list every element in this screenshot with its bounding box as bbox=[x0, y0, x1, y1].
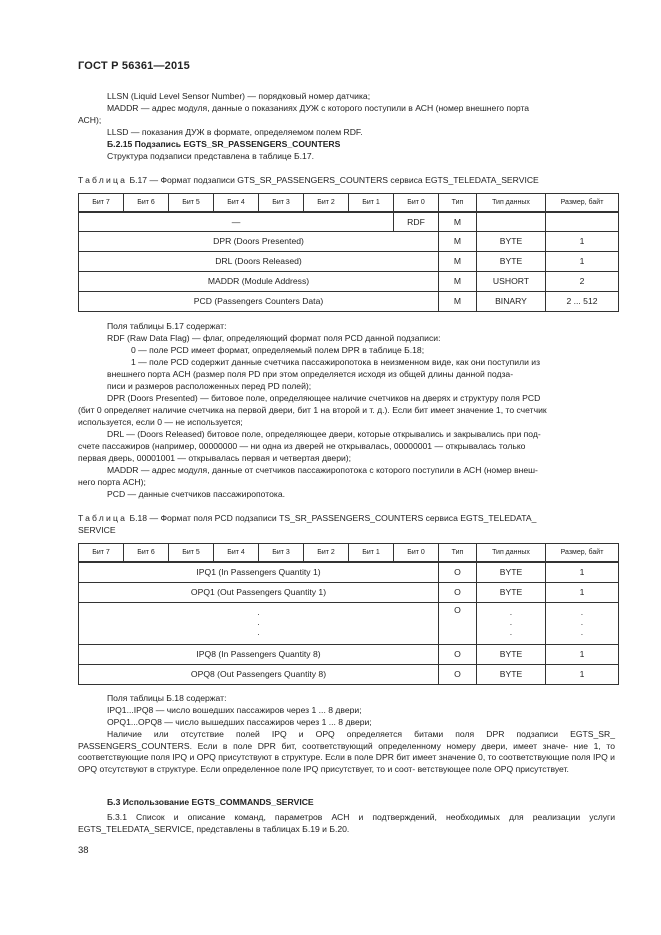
header-cell: Бит 3 bbox=[259, 544, 304, 563]
desc-line: OPQ1...OPQ8 — число вышедших пассажиров через 1 ... 8 двери; bbox=[107, 717, 372, 727]
desc-line: используется, если 0 — не используется; bbox=[78, 417, 243, 427]
cell-size bbox=[546, 212, 619, 231]
desc-line: первая дверь, 00001001 — открывалась первая и четвертая двери); bbox=[78, 453, 352, 463]
desc-line: счете пассажиров (например, 00000000 — ни одна из дверей не открывалась, 00000001 — открывалась только bbox=[78, 441, 526, 451]
cell-type: O bbox=[439, 562, 477, 582]
cell-dtype: BINARY bbox=[477, 291, 546, 311]
cell-bits: MADDR (Module Address) bbox=[79, 271, 439, 291]
cell-bits: OPQ8 (Out Passengers Quantity 8) bbox=[79, 664, 439, 684]
cell-size: 1 bbox=[546, 231, 619, 251]
cell-dtype: BYTE bbox=[477, 251, 546, 271]
cell-size: 2 ... 512 bbox=[546, 291, 619, 311]
table-row bbox=[79, 271, 619, 291]
header-cell: Бит 2 bbox=[304, 544, 349, 563]
intro-line: LLSD — показания ДУЖ в формате, определяемом полем RDF. bbox=[107, 127, 363, 137]
cell-type: O bbox=[439, 644, 477, 664]
table-row bbox=[79, 562, 619, 582]
header-cell: Бит 5 bbox=[169, 544, 214, 563]
ellipsis-dot: . bbox=[257, 616, 260, 627]
header-cell: Бит 0 bbox=[394, 194, 439, 213]
cell-bits: PCD (Passengers Counters Data) bbox=[79, 291, 439, 311]
cell-dtype: BYTE bbox=[477, 644, 546, 664]
cell-dtype bbox=[477, 212, 546, 231]
ellipsis-dot: . bbox=[509, 626, 513, 637]
table-row bbox=[79, 644, 619, 664]
ellipsis-dot: . bbox=[580, 606, 584, 617]
header-cell: Бит 4 bbox=[214, 194, 259, 213]
desc-line: DRL — (Doors Released) битовое поле, определяющее двери, которые открывались и закрывались при под- bbox=[107, 429, 541, 439]
cell-type: M bbox=[439, 231, 477, 251]
cell-dtype: BYTE bbox=[477, 231, 546, 251]
header-cell: Бит 6 bbox=[124, 544, 169, 563]
document-header: ГОСТ Р 56361—2015 bbox=[78, 60, 190, 72]
cell-type: M bbox=[439, 271, 477, 291]
header-cell: Бит 1 bbox=[349, 544, 394, 563]
cell-type: M bbox=[439, 251, 477, 271]
table-b17 bbox=[78, 193, 619, 312]
cell-size: 1 bbox=[546, 582, 619, 602]
table-row-ellipsis bbox=[79, 602, 619, 644]
desc-line: 1 — поле PCD содержит данные счетчика пассажиропотока в неизменном виде, как они поступили из bbox=[131, 357, 541, 367]
desc-line: 0 — поле PCD имеет формат, определяемый полем DPR в таблице Б.18; bbox=[131, 345, 425, 355]
table-row bbox=[79, 212, 619, 231]
caption-word: Таблица bbox=[78, 175, 128, 185]
table-row bbox=[79, 582, 619, 602]
header-cell: Размер, байт bbox=[546, 544, 619, 563]
header-cell: Бит 5 bbox=[169, 194, 214, 213]
section-paragraph: Б.3.1 Список и описание команд, параметров АСН и подтверждений, необходимых для реализации услуги EGTS_TELEDATA_SERVICE, представлены в таблицах Б.19 и Б.20. bbox=[78, 812, 615, 834]
cell-size: 2 bbox=[546, 271, 619, 291]
desc-line: Поля таблицы Б.18 содержат: bbox=[107, 693, 227, 703]
header-cell: Бит 4 bbox=[214, 544, 259, 563]
cell-size: 1 bbox=[546, 251, 619, 271]
cell-bits: DRL (Doors Released) bbox=[79, 251, 439, 271]
header-cell: Тип данных bbox=[477, 194, 546, 213]
header-cell: Бит 0 bbox=[394, 544, 439, 563]
desc-line: RDF (Raw Data Flag) — флаг, определяющий формат поля PCD данной подзаписи: bbox=[107, 333, 441, 343]
cell-bits: OPQ1 (Out Passengers Quantity 1) bbox=[79, 582, 439, 602]
header-cell: Бит 1 bbox=[349, 194, 394, 213]
table-row bbox=[79, 664, 619, 684]
cell-dtype: BYTE bbox=[477, 664, 546, 684]
header-cell: Тип bbox=[439, 544, 477, 563]
desc-line: DPR (Doors Presented) — битовое поле, определяющее наличие счетчиков на дверях и структуру поля PCD bbox=[107, 393, 541, 403]
header-cell: Бит 2 bbox=[304, 194, 349, 213]
table-row bbox=[79, 251, 619, 271]
section-heading: Б.2.15 Подзапись EGTS_SR_PASSENGERS_COUNTERS bbox=[107, 139, 341, 149]
cell-bits: DPR (Doors Presented) bbox=[79, 231, 439, 251]
header-cell: Бит 7 bbox=[79, 194, 124, 213]
ellipsis-dot: . bbox=[580, 616, 584, 627]
desc-line: MADDR — адрес модуля, данные от счетчиков пассажиропотока с которого поступили в АСН (номер внеш- bbox=[107, 465, 538, 475]
caption-text: Б.17 — Формат подзаписи GTS_SR_PASSENGERS_COUNTERS сервиса EGTS_TELEDATA_SERVICE bbox=[127, 175, 539, 185]
desc-line: PCD — данные счетчиков пассажиропотока. bbox=[107, 489, 286, 499]
desc-line: (бит 0 определяет наличие счетчика на первой двери, бит 1 на второй и т. д.). Если бит имеет значение 1, то счетчик bbox=[78, 405, 547, 415]
caption-word: Таблица bbox=[78, 513, 128, 523]
ellipsis-dot: . bbox=[257, 626, 260, 637]
cell-size: 1 bbox=[546, 562, 619, 582]
cell-type: M bbox=[439, 212, 477, 231]
table-caption bbox=[78, 513, 536, 525]
cell-rdf: RDF bbox=[394, 212, 439, 231]
cell-bits bbox=[79, 602, 439, 644]
table-caption-line2: SERVICE bbox=[78, 525, 116, 535]
intro-line: LLSN (Liquid Level Sensor Number) — порядковый номер датчика; bbox=[107, 91, 371, 101]
desc-line: писи и размеров расположенных перед PD полей); bbox=[107, 381, 312, 391]
ellipsis-dot: . bbox=[257, 606, 260, 617]
table-b18 bbox=[78, 543, 619, 685]
cell-type: O bbox=[439, 664, 477, 684]
header-cell: Бит 6 bbox=[124, 194, 169, 213]
cell-type: O bbox=[439, 602, 477, 644]
cell-bits: — bbox=[79, 212, 394, 231]
header-cell: Тип bbox=[439, 194, 477, 213]
section-heading: Б.3 Использование EGTS_COMMANDS_SERVICE bbox=[107, 797, 314, 807]
intro-line: Структура подзаписи представлена в таблице Б.17. bbox=[107, 151, 314, 161]
table-caption bbox=[78, 175, 539, 187]
desc-line: IPQ1...IPQ8 — число вошедших пассажиров через 1 ... 8 двери; bbox=[107, 705, 362, 715]
cell-size: 1 bbox=[546, 644, 619, 664]
header-cell: Бит 3 bbox=[259, 194, 304, 213]
ellipsis-dot: . bbox=[509, 616, 513, 627]
cell-bits: IPQ8 (In Passengers Quantity 8) bbox=[79, 644, 439, 664]
desc-paragraph: Наличие или отсутствие полей IPQ и OPQ определяется битами поля DPR подзаписи EGTS_SR_ PASSENGERS_COUNTERS. Если в поле DPR бит, соответствующий определенному номеру двери, имеет значе- ние 1, то соответствующие поля IPQ и OPQ присутствуют в структуре. Если в поле DPR бит имеет значение 0, то соответствующие поля IPQ и OPQ отсутствуют в структуре. Если определенное поле IPQ присутствует, то и соот- ветствующее поле OPQ присутствует. bbox=[78, 729, 615, 774]
table-row bbox=[79, 291, 619, 311]
header-cell: Размер, байт bbox=[546, 194, 619, 213]
desc-line: внешнего порта АСН (размер поля PD при этом определяется исходя из общей длины данной подза- bbox=[107, 369, 514, 379]
ellipsis-dot: . bbox=[580, 626, 584, 637]
cell-dtype bbox=[477, 602, 546, 644]
header-cell: Тип данных bbox=[477, 544, 546, 563]
ellipsis-dot: . bbox=[509, 606, 513, 617]
cell-size bbox=[546, 602, 619, 644]
cell-dtype: USHORT bbox=[477, 271, 546, 291]
cell-dtype: BYTE bbox=[477, 562, 546, 582]
intro-line: АСН); bbox=[78, 115, 102, 125]
cell-bits: IPQ1 (In Passengers Quantity 1) bbox=[79, 562, 439, 582]
desc-line: него порта АСН); bbox=[78, 477, 146, 487]
page-number: 38 bbox=[78, 845, 89, 856]
caption-text: Б.18 — Формат поля PCD подзаписи TS_SR_PASSENGERS_COUNTERS сервиса EGTS_TELEDATA_ bbox=[127, 513, 537, 523]
table-row bbox=[79, 231, 619, 251]
cell-type: O bbox=[439, 582, 477, 602]
header-cell: Бит 7 bbox=[79, 544, 124, 563]
intro-line: MADDR — адрес модуля, данные о показаниях ДУЖ с которого поступили в АСН (номер внешнего порта bbox=[107, 103, 530, 113]
cell-dtype: BYTE bbox=[477, 582, 546, 602]
cell-size: 1 bbox=[546, 664, 619, 684]
cell-type: M bbox=[439, 291, 477, 311]
desc-line: Поля таблицы Б.17 содержат: bbox=[107, 321, 227, 331]
